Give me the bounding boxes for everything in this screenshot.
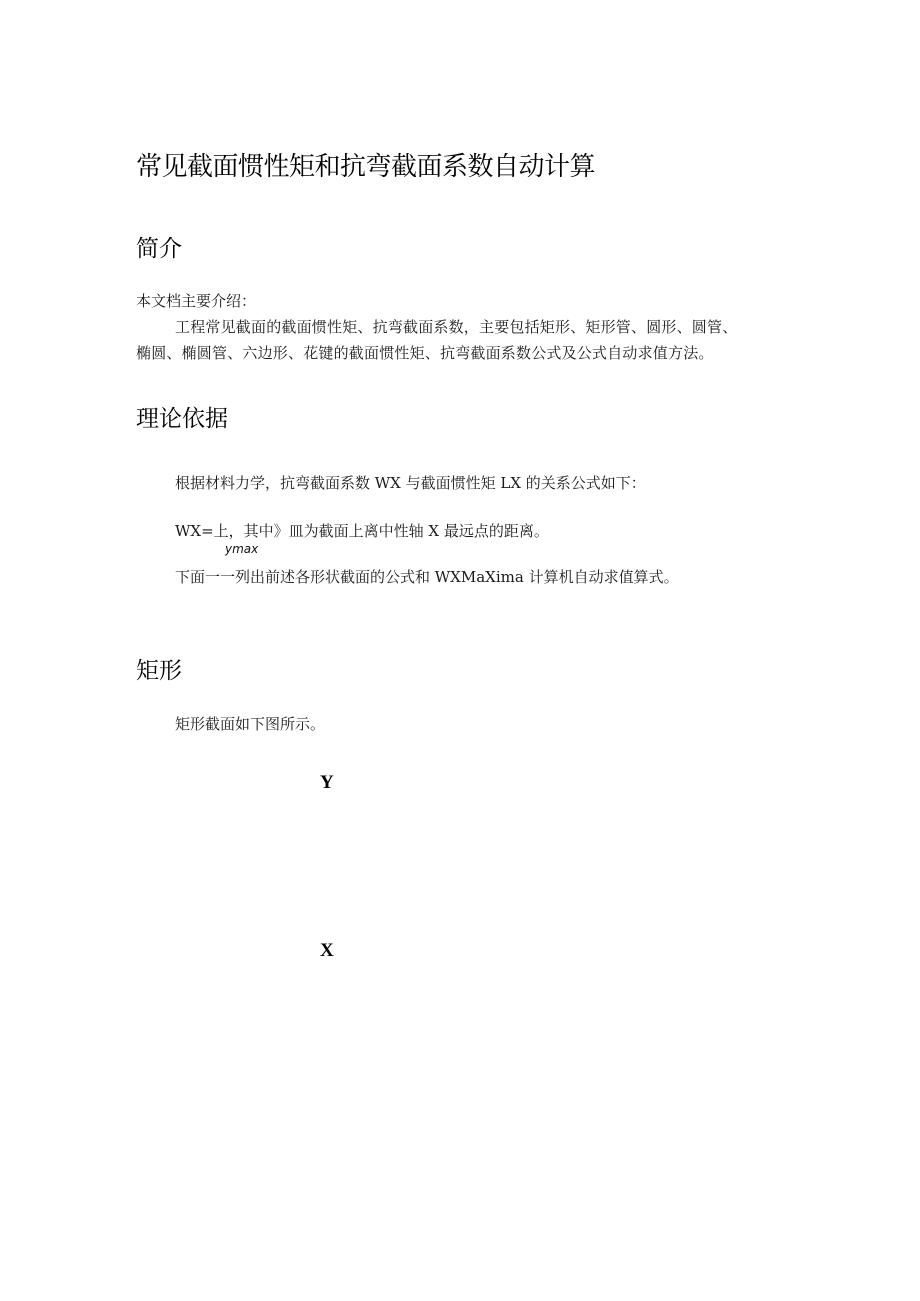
basis-list-intro: 下面一一列出前述各形状截面的公式和 WXMaXima 计算机自动求值算式。 (175, 568, 679, 586)
section-heading-intro: 简介 (136, 236, 182, 262)
rectangle-caption: 矩形截面如下图所示。 (175, 715, 326, 733)
intro-label: 本文档主要介绍： (136, 292, 257, 310)
section-heading-basis: 理论依据 (136, 406, 228, 432)
intro-paragraph-line-1: 工程常见截面的截面惯性矩、抗弯截面系数，主要包括矩形、矩形管、圆形、圆管、 (175, 318, 738, 336)
figure-axis-x-label: X (320, 940, 334, 961)
intro-paragraph-line-2: 椭圆、椭圆管、六边形、花键的截面惯性矩、抗弯截面系数公式及公式自动求值方法。 (136, 344, 714, 362)
basis-relation-text: 根据材料力学，抗弯截面系数 WX 与截面惯性矩 LX 的关系公式如下： (175, 474, 646, 492)
section-heading-rectangle: 矩形 (136, 658, 182, 684)
figure-axis-y-label: Y (320, 772, 334, 793)
basis-formula-text: WX=上，其中》皿为截面上离中性轴 X 最远点的距离。 (175, 522, 549, 540)
ymax-subscript: ymax (225, 542, 259, 556)
document-title: 常见截面惯性矩和抗弯截面系数自动计算 (136, 152, 596, 182)
